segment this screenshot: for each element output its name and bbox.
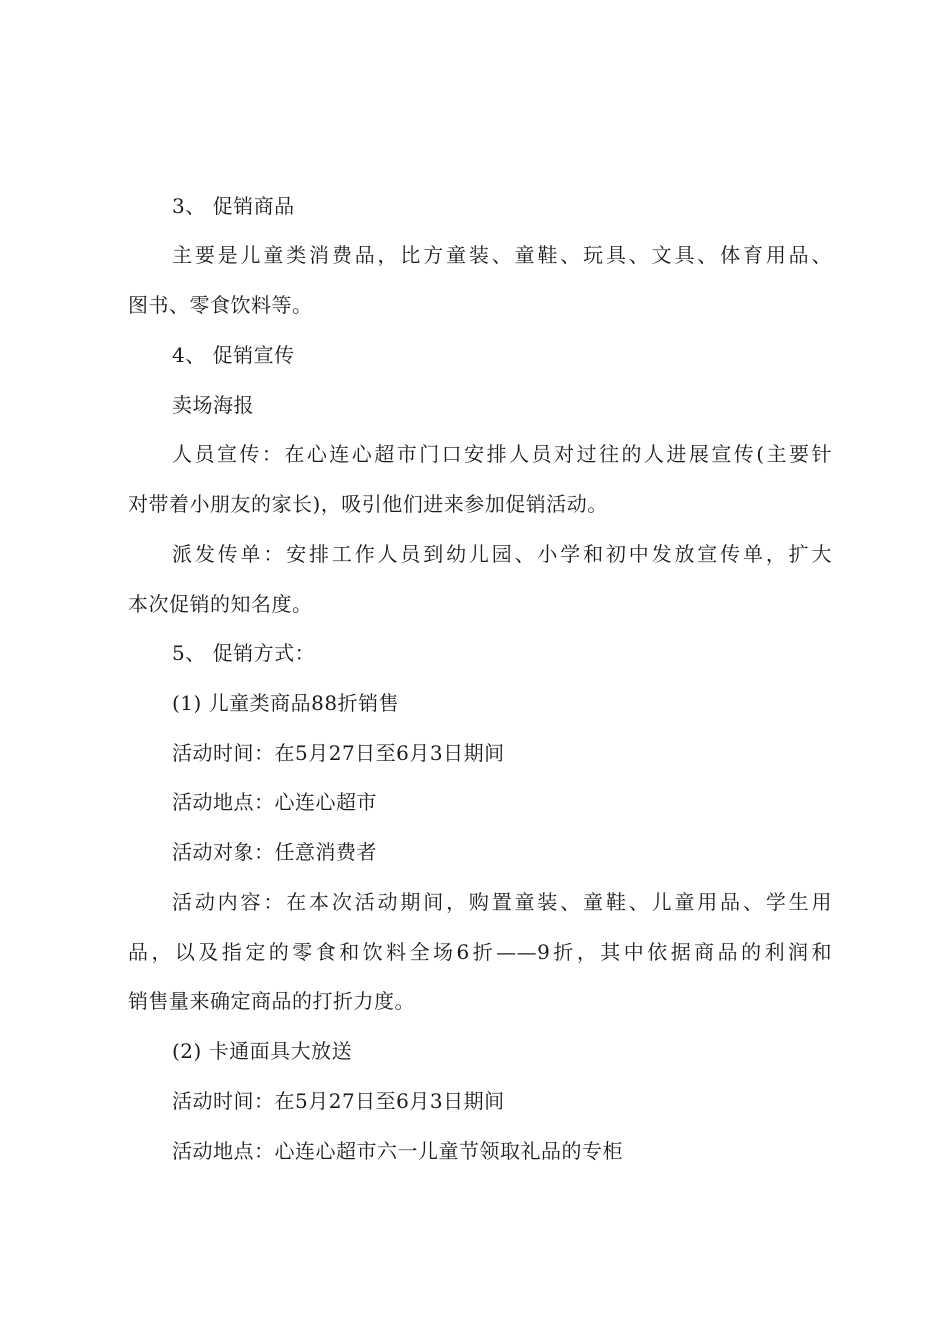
paragraph-line: 品，以及指定的零食和饮料全场6折——9折，其中依据商品的利润和	[128, 940, 832, 964]
paragraph-line: 活动地点：心连心超市六一儿童节领取礼品的专柜	[172, 1139, 623, 1163]
paragraph-line: 活动内容：在本次活动期间，购置童装、童鞋、儿童用品、学生用	[172, 890, 832, 914]
paragraph-line: 人员宣传：在心连心超市门口安排人员对过往的人进展宣传(主要针	[172, 442, 832, 466]
paragraph-line: 活动时间：在5月27日至6月3日期间	[172, 1089, 505, 1113]
subsection-heading-2: (2) 卡通面具大放送	[172, 1039, 353, 1063]
paragraph-line: 主要是儿童类消费品，比方童装、童鞋、玩具、文具、体育用品、	[172, 243, 832, 267]
subsection-heading-1: (1) 儿童类商品88折销售	[172, 691, 400, 715]
paragraph-line: 卖场海报	[172, 393, 254, 417]
paragraph-line: 对带着小朋友的家长)，吸引他们进来参加促销活动。	[128, 492, 608, 516]
section-heading-4: 4、 促销宣传	[172, 343, 295, 367]
paragraph-line: 销售量来确定商品的打折力度。	[128, 989, 415, 1013]
paragraph-line: 活动地点：心连心超市	[172, 790, 377, 814]
paragraph-line: 活动时间：在5月27日至6月3日期间	[172, 741, 505, 765]
paragraph-line: 本次促销的知名度。	[128, 592, 313, 616]
paragraph-line: 图书、零食饮料等。	[128, 293, 313, 317]
section-heading-3: 3、 促销商品	[172, 194, 295, 218]
paragraph-line: 活动对象：任意消费者	[172, 840, 377, 864]
section-heading-5: 5、 促销方式：	[172, 641, 316, 665]
paragraph-line: 派发传单：安排工作人员到幼儿园、小学和初中发放宣传单，扩大	[172, 542, 832, 566]
